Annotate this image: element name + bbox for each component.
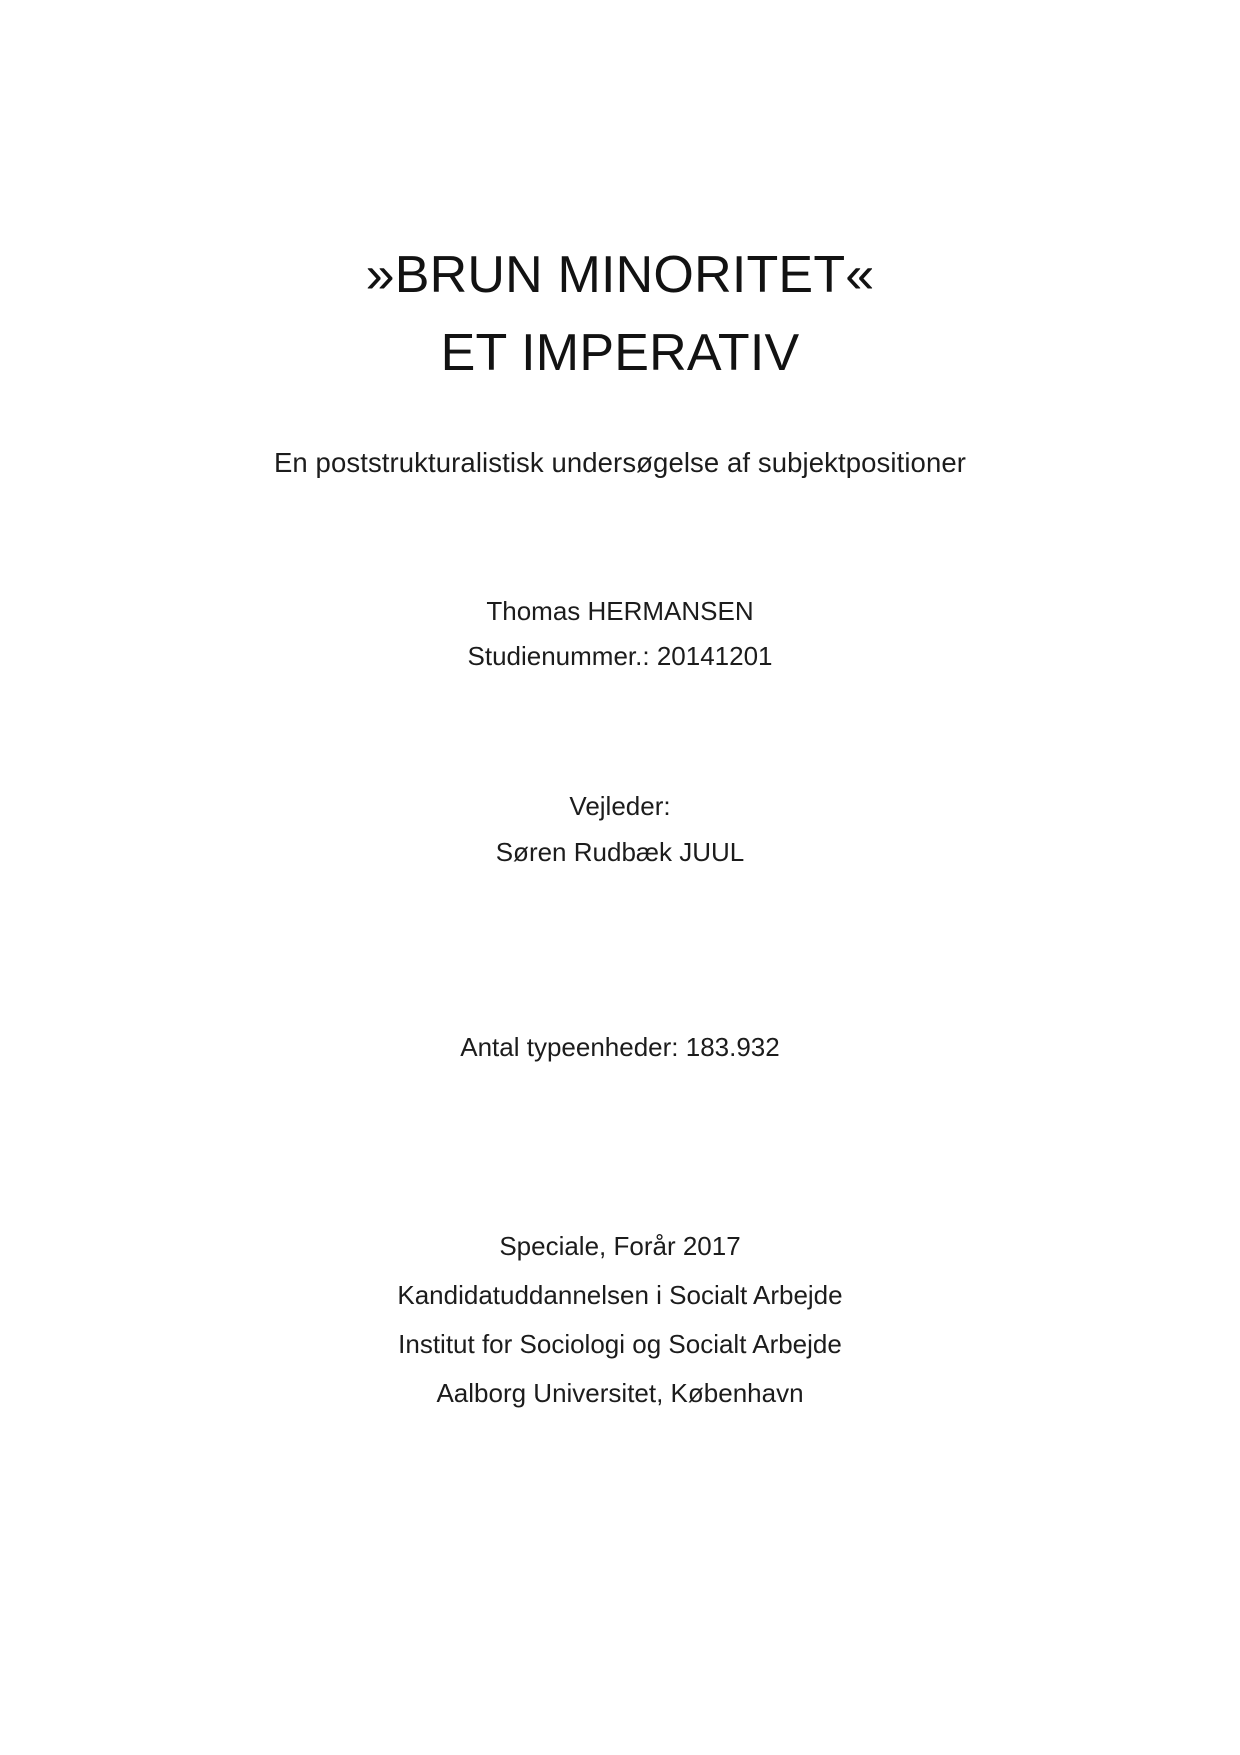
supervisor-block	[0, 783, 1240, 875]
author-student-number: Studienummer.: 20141201	[467, 641, 773, 671]
footer-line-programme: Kandidatuddannelsen i Socialt Arbejde	[397, 1280, 843, 1310]
character-count-block	[0, 1026, 1240, 1068]
subtitle-text: En poststrukturalistisk undersøgelse af subjektpositioner	[273, 447, 966, 478]
title-line-2: ET IMPERATIV	[440, 324, 800, 382]
character-count-text: Antal typeenheder: 183.932	[460, 1032, 780, 1062]
author-block	[0, 589, 1240, 679]
document-title	[0, 236, 1240, 392]
title-line-1: »BRUN MINORITET«	[365, 246, 875, 304]
author-name: Thomas HERMANSEN	[486, 596, 754, 626]
footer-line-university: Aalborg Universitet, København	[436, 1378, 804, 1408]
supervisor-label: Vejleder:	[569, 791, 671, 821]
document-subtitle	[0, 443, 1240, 483]
supervisor-name: Søren Rudbæk JUUL	[495, 837, 745, 867]
institution-block	[0, 1222, 1240, 1418]
footer-line-semester: Speciale, Forår 2017	[499, 1231, 741, 1261]
footer-line-department: Institut for Sociologi og Socialt Arbejde	[398, 1329, 842, 1359]
